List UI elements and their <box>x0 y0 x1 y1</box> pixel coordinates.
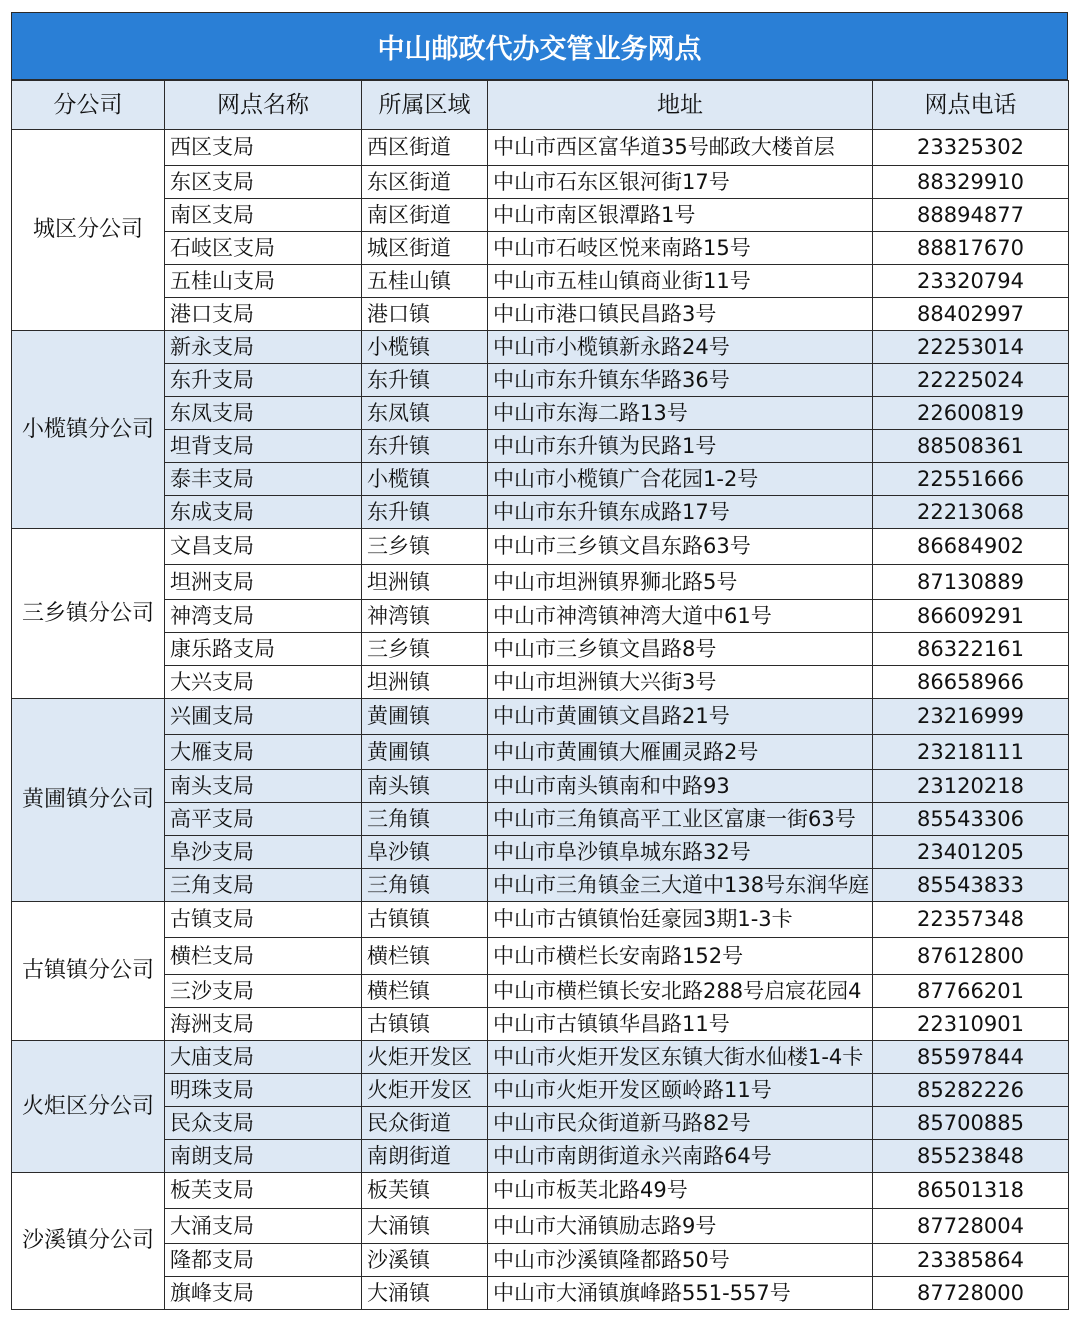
table-row <box>12 1074 1069 1107</box>
branch-name-cell: 大雁支局 <box>165 735 362 770</box>
header-area: 所属区域 <box>362 81 488 130</box>
branch-name-cell: 古镇支局 <box>165 902 362 938</box>
address-cell: 中山市神湾镇神湾大道中61号 <box>488 600 873 633</box>
header-address: 地址 <box>488 81 873 130</box>
area-cell: 西区街道 <box>362 130 488 166</box>
phone-cell: 86609291 <box>873 600 1069 633</box>
address-cell: 中山市横栏长安南路152号 <box>488 938 873 975</box>
phone-cell: 88402997 <box>873 298 1069 331</box>
branch-name-cell: 大涌支局 <box>165 1209 362 1244</box>
address-cell: 中山市坦洲镇大兴街3号 <box>488 666 873 699</box>
branch-name-cell: 东区支局 <box>165 166 362 199</box>
phone-cell: 23401205 <box>873 836 1069 869</box>
branch-name-cell: 南头支局 <box>165 770 362 803</box>
header-branch-name: 网点名称 <box>165 81 362 130</box>
header-district: 分公司 <box>12 81 165 130</box>
phone-cell: 23216999 <box>873 699 1069 735</box>
phone-cell: 85523848 <box>873 1140 1069 1173</box>
table-row <box>12 130 1069 166</box>
district-cell: 古镇镇分公司 <box>12 902 165 1041</box>
branch-name-cell: 新永支局 <box>165 331 362 364</box>
branch-name-cell: 板芙支局 <box>165 1173 362 1209</box>
phone-cell: 22213068 <box>873 496 1069 529</box>
branch-name-cell: 东升支局 <box>165 364 362 397</box>
address-cell: 中山市大涌镇旗峰路551-557号 <box>488 1277 873 1310</box>
branch-name-cell: 民众支局 <box>165 1107 362 1140</box>
address-cell: 中山市民众街道新马路82号 <box>488 1107 873 1140</box>
table-row <box>12 869 1069 902</box>
branch-name-cell: 南区支局 <box>165 199 362 232</box>
branch-name-cell: 西区支局 <box>165 130 362 166</box>
phone-cell: 88894877 <box>873 199 1069 232</box>
area-cell: 黄圃镇 <box>362 699 488 735</box>
address-cell: 中山市三乡镇文昌东路63号 <box>488 529 873 565</box>
table-title: 中山邮政代办交管业务网点 <box>11 12 1068 80</box>
branch-name-cell: 阜沙支局 <box>165 836 362 869</box>
address-cell: 中山市黄圃镇大雁圃灵路2号 <box>488 735 873 770</box>
address-cell: 中山市石岐区悦来南路15号 <box>488 232 873 265</box>
phone-cell: 87130889 <box>873 565 1069 600</box>
area-cell: 民众街道 <box>362 1107 488 1140</box>
table-row <box>12 397 1069 430</box>
table-row <box>12 430 1069 463</box>
table-row <box>12 699 1069 735</box>
district-cell: 三乡镇分公司 <box>12 529 165 699</box>
address-cell: 中山市五桂山镇商业街11号 <box>488 265 873 298</box>
phone-cell: 22600819 <box>873 397 1069 430</box>
address-cell: 中山市南朗街道永兴南路64号 <box>488 1140 873 1173</box>
area-cell: 三乡镇 <box>362 633 488 666</box>
address-cell: 中山市东升镇东华路36号 <box>488 364 873 397</box>
table-row <box>12 1173 1069 1209</box>
phone-cell: 22357348 <box>873 902 1069 938</box>
branch-name-cell: 三角支局 <box>165 869 362 902</box>
address-cell: 中山市大涌镇励志路9号 <box>488 1209 873 1244</box>
area-cell: 东凤镇 <box>362 397 488 430</box>
phone-cell: 22551666 <box>873 463 1069 496</box>
branch-name-cell: 高平支局 <box>165 803 362 836</box>
phone-cell: 22310901 <box>873 1008 1069 1041</box>
area-cell: 港口镇 <box>362 298 488 331</box>
table-row <box>12 600 1069 633</box>
phone-cell: 88508361 <box>873 430 1069 463</box>
table-row <box>12 199 1069 232</box>
table-row <box>12 836 1069 869</box>
branch-name-cell: 坦洲支局 <box>165 565 362 600</box>
table-row <box>12 1008 1069 1041</box>
phone-cell: 23218111 <box>873 735 1069 770</box>
address-cell: 中山市小榄镇新永路24号 <box>488 331 873 364</box>
area-cell: 三角镇 <box>362 803 488 836</box>
table-row <box>12 1209 1069 1244</box>
phone-cell: 23385864 <box>873 1244 1069 1277</box>
table-row <box>12 666 1069 699</box>
area-cell: 古镇镇 <box>362 1008 488 1041</box>
branch-name-cell: 兴圃支局 <box>165 699 362 735</box>
branch-name-cell: 三沙支局 <box>165 975 362 1008</box>
area-cell: 横栏镇 <box>362 975 488 1008</box>
area-cell: 黄圃镇 <box>362 735 488 770</box>
table-row <box>12 633 1069 666</box>
district-cell: 黄圃镇分公司 <box>12 699 165 902</box>
phone-cell: 87728000 <box>873 1277 1069 1310</box>
address-cell: 中山市古镇镇华昌路11号 <box>488 1008 873 1041</box>
address-cell: 中山市三角镇高平工业区富康一街63号 <box>488 803 873 836</box>
header-row <box>12 81 1069 130</box>
branch-name-cell: 石岐区支局 <box>165 232 362 265</box>
table-row <box>12 364 1069 397</box>
address-cell: 中山市三乡镇文昌路8号 <box>488 633 873 666</box>
branch-name-cell: 海洲支局 <box>165 1008 362 1041</box>
branch-name-cell: 五桂山支局 <box>165 265 362 298</box>
phone-cell: 85597844 <box>873 1041 1069 1074</box>
branch-name-cell: 东凤支局 <box>165 397 362 430</box>
table-row <box>12 565 1069 600</box>
phone-cell: 86684902 <box>873 529 1069 565</box>
table-row <box>12 529 1069 565</box>
area-cell: 大涌镇 <box>362 1209 488 1244</box>
spreadsheet <box>11 12 1068 1310</box>
address-cell: 中山市西区富华道35号邮政大楼首层 <box>488 130 873 166</box>
phone-cell: 86501318 <box>873 1173 1069 1209</box>
area-cell: 阜沙镇 <box>362 836 488 869</box>
phone-cell: 23120218 <box>873 770 1069 803</box>
area-cell: 神湾镇 <box>362 600 488 633</box>
address-cell: 中山市小榄镇广合花园1-2号 <box>488 463 873 496</box>
table-row <box>12 1107 1069 1140</box>
area-cell: 城区街道 <box>362 232 488 265</box>
address-cell: 中山市石东区银河街17号 <box>488 166 873 199</box>
area-cell: 古镇镇 <box>362 902 488 938</box>
branch-name-cell: 文昌支局 <box>165 529 362 565</box>
branch-name-cell: 大兴支局 <box>165 666 362 699</box>
address-cell: 中山市古镇镇怡廷豪园3期1-3卡 <box>488 902 873 938</box>
table-row <box>12 496 1069 529</box>
area-cell: 小榄镇 <box>362 331 488 364</box>
table-row <box>12 1140 1069 1173</box>
area-cell: 小榄镇 <box>362 463 488 496</box>
branch-name-cell: 泰丰支局 <box>165 463 362 496</box>
phone-cell: 85282226 <box>873 1074 1069 1107</box>
branch-name-cell: 南朗支局 <box>165 1140 362 1173</box>
phone-cell: 23325302 <box>873 130 1069 166</box>
district-cell: 火炬区分公司 <box>12 1041 165 1173</box>
phone-cell: 23320794 <box>873 265 1069 298</box>
district-cell: 城区分公司 <box>12 130 165 331</box>
area-cell: 火炬开发区 <box>362 1074 488 1107</box>
branch-name-cell: 东成支局 <box>165 496 362 529</box>
address-cell: 中山市港口镇民昌路3号 <box>488 298 873 331</box>
area-cell: 南头镇 <box>362 770 488 803</box>
table-row <box>12 166 1069 199</box>
address-cell: 中山市火炬开发区颐岭路11号 <box>488 1074 873 1107</box>
table-row <box>12 463 1069 496</box>
table-row <box>12 975 1069 1008</box>
phone-cell: 22225024 <box>873 364 1069 397</box>
area-cell: 三角镇 <box>362 869 488 902</box>
area-cell: 南朗街道 <box>362 1140 488 1173</box>
phone-cell: 87766201 <box>873 975 1069 1008</box>
area-cell: 南区街道 <box>362 199 488 232</box>
branch-table <box>11 80 1069 1310</box>
phone-cell: 87612800 <box>873 938 1069 975</box>
table-row <box>12 232 1069 265</box>
address-cell: 中山市三角镇金三大道中138号东润华庭 <box>488 869 873 902</box>
branch-name-cell: 大庙支局 <box>165 1041 362 1074</box>
table-row <box>12 803 1069 836</box>
area-cell: 沙溪镇 <box>362 1244 488 1277</box>
address-cell: 中山市东海二路13号 <box>488 397 873 430</box>
address-cell: 中山市横栏镇长安北路288号启宸花园4 <box>488 975 873 1008</box>
branch-name-cell: 港口支局 <box>165 298 362 331</box>
branch-name-cell: 明珠支局 <box>165 1074 362 1107</box>
header-phone: 网点电话 <box>873 81 1069 130</box>
table-row <box>12 1277 1069 1310</box>
phone-cell: 85700885 <box>873 1107 1069 1140</box>
area-cell: 坦洲镇 <box>362 565 488 600</box>
area-cell: 横栏镇 <box>362 938 488 975</box>
phone-cell: 88817670 <box>873 232 1069 265</box>
table-row <box>12 735 1069 770</box>
phone-cell: 85543306 <box>873 803 1069 836</box>
table-row <box>12 938 1069 975</box>
area-cell: 坦洲镇 <box>362 666 488 699</box>
table-row <box>12 1041 1069 1074</box>
address-cell: 中山市阜沙镇阜城东路32号 <box>488 836 873 869</box>
area-cell: 东区街道 <box>362 166 488 199</box>
address-cell: 中山市坦洲镇界狮北路5号 <box>488 565 873 600</box>
area-cell: 火炬开发区 <box>362 1041 488 1074</box>
address-cell: 中山市火炬开发区东镇大街水仙楼1-4卡 <box>488 1041 873 1074</box>
phone-cell: 88329910 <box>873 166 1069 199</box>
table-row <box>12 902 1069 938</box>
branch-name-cell: 横栏支局 <box>165 938 362 975</box>
table-body <box>12 130 1069 1310</box>
phone-cell: 87728004 <box>873 1209 1069 1244</box>
phone-cell: 22253014 <box>873 331 1069 364</box>
phone-cell: 86658966 <box>873 666 1069 699</box>
address-cell: 中山市沙溪镇隆都路50号 <box>488 1244 873 1277</box>
branch-name-cell: 坦背支局 <box>165 430 362 463</box>
table-row <box>12 770 1069 803</box>
phone-cell: 85543833 <box>873 869 1069 902</box>
area-cell: 五桂山镇 <box>362 265 488 298</box>
address-cell: 中山市板芙北路49号 <box>488 1173 873 1209</box>
branch-name-cell: 隆都支局 <box>165 1244 362 1277</box>
table-row <box>12 1244 1069 1277</box>
address-cell: 中山市南区银潭路1号 <box>488 199 873 232</box>
branch-name-cell: 旗峰支局 <box>165 1277 362 1310</box>
area-cell: 东升镇 <box>362 364 488 397</box>
phone-cell: 86322161 <box>873 633 1069 666</box>
area-cell: 东升镇 <box>362 496 488 529</box>
address-cell: 中山市东升镇为民路1号 <box>488 430 873 463</box>
branch-name-cell: 神湾支局 <box>165 600 362 633</box>
area-cell: 大涌镇 <box>362 1277 488 1310</box>
table-row <box>12 265 1069 298</box>
branch-name-cell: 康乐路支局 <box>165 633 362 666</box>
area-cell: 三乡镇 <box>362 529 488 565</box>
district-cell: 小榄镇分公司 <box>12 331 165 529</box>
address-cell: 中山市东升镇东成路17号 <box>488 496 873 529</box>
table-row <box>12 298 1069 331</box>
area-cell: 东升镇 <box>362 430 488 463</box>
address-cell: 中山市南头镇南和中路93 <box>488 770 873 803</box>
area-cell: 板芙镇 <box>362 1173 488 1209</box>
table-row <box>12 331 1069 364</box>
district-cell: 沙溪镇分公司 <box>12 1173 165 1310</box>
address-cell: 中山市黄圃镇文昌路21号 <box>488 699 873 735</box>
